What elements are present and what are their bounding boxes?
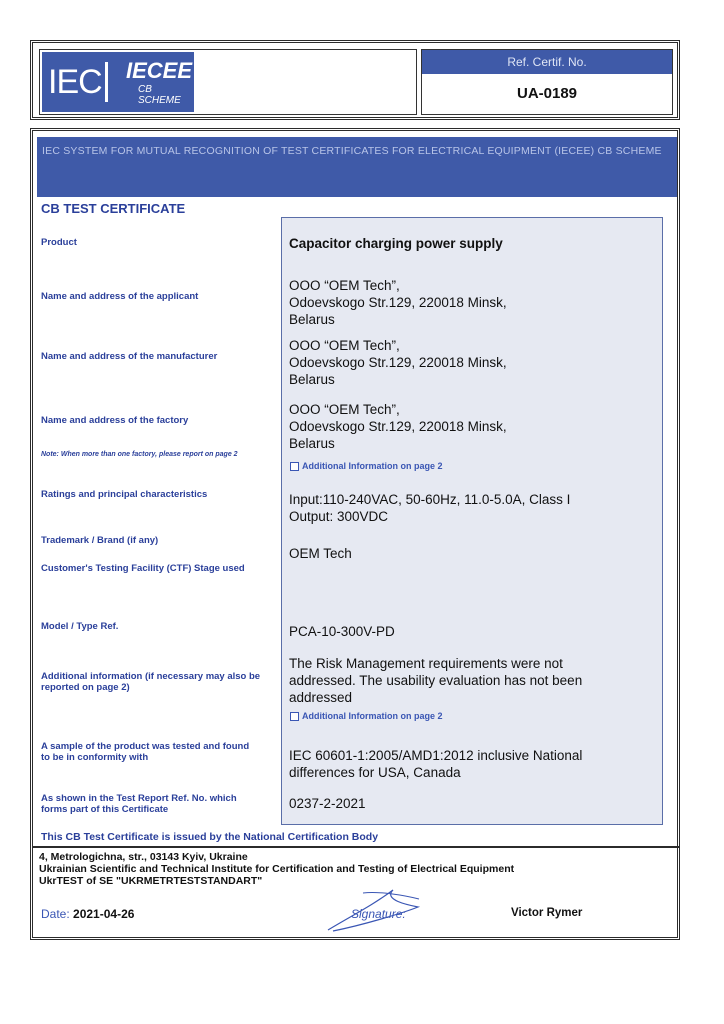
additional-info-factory[interactable] bbox=[290, 461, 443, 471]
label-trademark: Trademark / Brand (if any) bbox=[41, 535, 159, 546]
logo-iecee-text: IECEE bbox=[126, 58, 193, 83]
logo-cb-scheme-text bbox=[138, 84, 181, 106]
value-line: Odoevskogo Str.129, 220018 Minsk, bbox=[289, 355, 507, 370]
checkbox-icon[interactable] bbox=[290, 712, 299, 721]
value-line: OOO “OEM Tech”, bbox=[289, 338, 400, 353]
value-ratings bbox=[289, 491, 659, 525]
label-report bbox=[41, 793, 279, 815]
value-applicant bbox=[289, 277, 659, 328]
label-conformity bbox=[41, 741, 279, 763]
value-line: IEC 60601-1:2005/AMD1:2012 inclusive National bbox=[289, 748, 583, 763]
value-line: Input:110-240VAC, 50-60Hz, 11.0-5.0A, Class I bbox=[289, 492, 571, 507]
logo-area bbox=[39, 49, 417, 115]
iecee-logo bbox=[42, 52, 194, 112]
logo-cb: CB bbox=[138, 84, 152, 95]
label-product: Product bbox=[41, 237, 77, 248]
value-line: Odoevskogo Str.129, 220018 Minsk, bbox=[289, 419, 507, 434]
label-report-line: forms part of this Certificate bbox=[41, 804, 169, 815]
signature-label: Signature: bbox=[351, 907, 406, 921]
label-additional-line: Additional information (if necessary may also be bbox=[41, 671, 261, 682]
date-row bbox=[41, 907, 134, 921]
label-factory: Name and address of the factory bbox=[41, 415, 189, 426]
label-conformity-line: A sample of the product was tested and found bbox=[41, 741, 250, 752]
additional-info-extra[interactable] bbox=[290, 711, 443, 721]
value-line: Belarus bbox=[289, 312, 335, 327]
certificate-header bbox=[30, 40, 680, 120]
label-ctf: Customer's Testing Facility (CTF) Stage used bbox=[41, 563, 245, 574]
label-additional-line: reported on page 2) bbox=[41, 682, 130, 693]
certificate-body bbox=[30, 128, 680, 940]
date-label: Date: bbox=[41, 907, 70, 921]
value-line: Output: 300VDC bbox=[289, 509, 389, 524]
label-report-line: As shown in the Test Report Ref. No. which bbox=[41, 793, 237, 804]
value-line: OOO “OEM Tech”, bbox=[289, 402, 400, 417]
ref-cert-label: Ref. Certif. No. bbox=[422, 50, 672, 74]
reference-box bbox=[421, 49, 673, 115]
label-model: Model / Type Ref. bbox=[41, 621, 119, 632]
ref-cert-number: UA-0189 bbox=[516, 85, 578, 102]
issuer-address bbox=[39, 851, 514, 887]
value-line: addressed bbox=[289, 690, 353, 705]
address-line: 4, Metrologichna, str., 03143 Kyiv, Ukraine bbox=[39, 851, 248, 863]
label-manufacturer: Name and address of the manufacturer bbox=[41, 351, 218, 362]
value-trademark: OEM Tech bbox=[289, 546, 352, 561]
address-line: Ukrainian Scientific and Technical Institute for Certification and Testing of Electrical Equipment bbox=[39, 863, 515, 875]
signer-name: Victor Rymer bbox=[511, 907, 583, 919]
label-additional bbox=[41, 671, 279, 693]
additional-info-label: Additional Information on page 2 bbox=[302, 711, 443, 721]
checkbox-icon[interactable] bbox=[290, 462, 299, 471]
issued-by-text: This CB Test Certificate is issued by the National Certification Body bbox=[41, 831, 379, 843]
value-line: Odoevskogo Str.129, 220018 Minsk, bbox=[289, 295, 507, 310]
logo-scheme: SCHEME bbox=[138, 95, 181, 106]
value-conformity bbox=[289, 747, 659, 781]
value-line: The Risk Management requirements were not bbox=[289, 656, 563, 671]
value-product: Capacitor charging power supply bbox=[289, 236, 503, 251]
address-line: UkrTEST of SE "UKRMETRTESTSTANDART" bbox=[39, 875, 263, 887]
value-line: OOO “OEM Tech”, bbox=[289, 278, 400, 293]
label-applicant: Name and address of the applicant bbox=[41, 291, 199, 302]
system-banner: IEC SYSTEM FOR MUTUAL RECOGNITION OF TEST CERTIFICATES FOR ELECTRICAL EQUIPMENT (IECEE) CB SCHEME bbox=[37, 137, 677, 197]
logo-iec-text: IEC bbox=[48, 62, 108, 102]
additional-info-label: Additional Information on page 2 bbox=[302, 461, 443, 471]
value-line: Belarus bbox=[289, 436, 335, 451]
factory-note: Note: When more than one factory, please report on page 2 bbox=[41, 451, 238, 458]
label-conformity-line: to be in conformity with bbox=[41, 752, 149, 763]
value-line: Belarus bbox=[289, 372, 335, 387]
value-model: PCA-10-300V-PD bbox=[289, 624, 395, 639]
value-line: differences for USA, Canada bbox=[289, 765, 461, 780]
value-report: 0237-2-2021 bbox=[289, 796, 366, 811]
certificate-title: CB TEST CERTIFICATE bbox=[41, 201, 186, 216]
date-value: 2021-04-26 bbox=[73, 907, 135, 921]
divider bbox=[33, 846, 679, 848]
label-ratings: Ratings and principal characteristics bbox=[41, 489, 208, 500]
value-additional bbox=[289, 655, 659, 706]
value-line: addressed. The usability evaluation has not been bbox=[289, 673, 583, 688]
value-factory bbox=[289, 401, 659, 452]
value-manufacturer bbox=[289, 337, 659, 388]
